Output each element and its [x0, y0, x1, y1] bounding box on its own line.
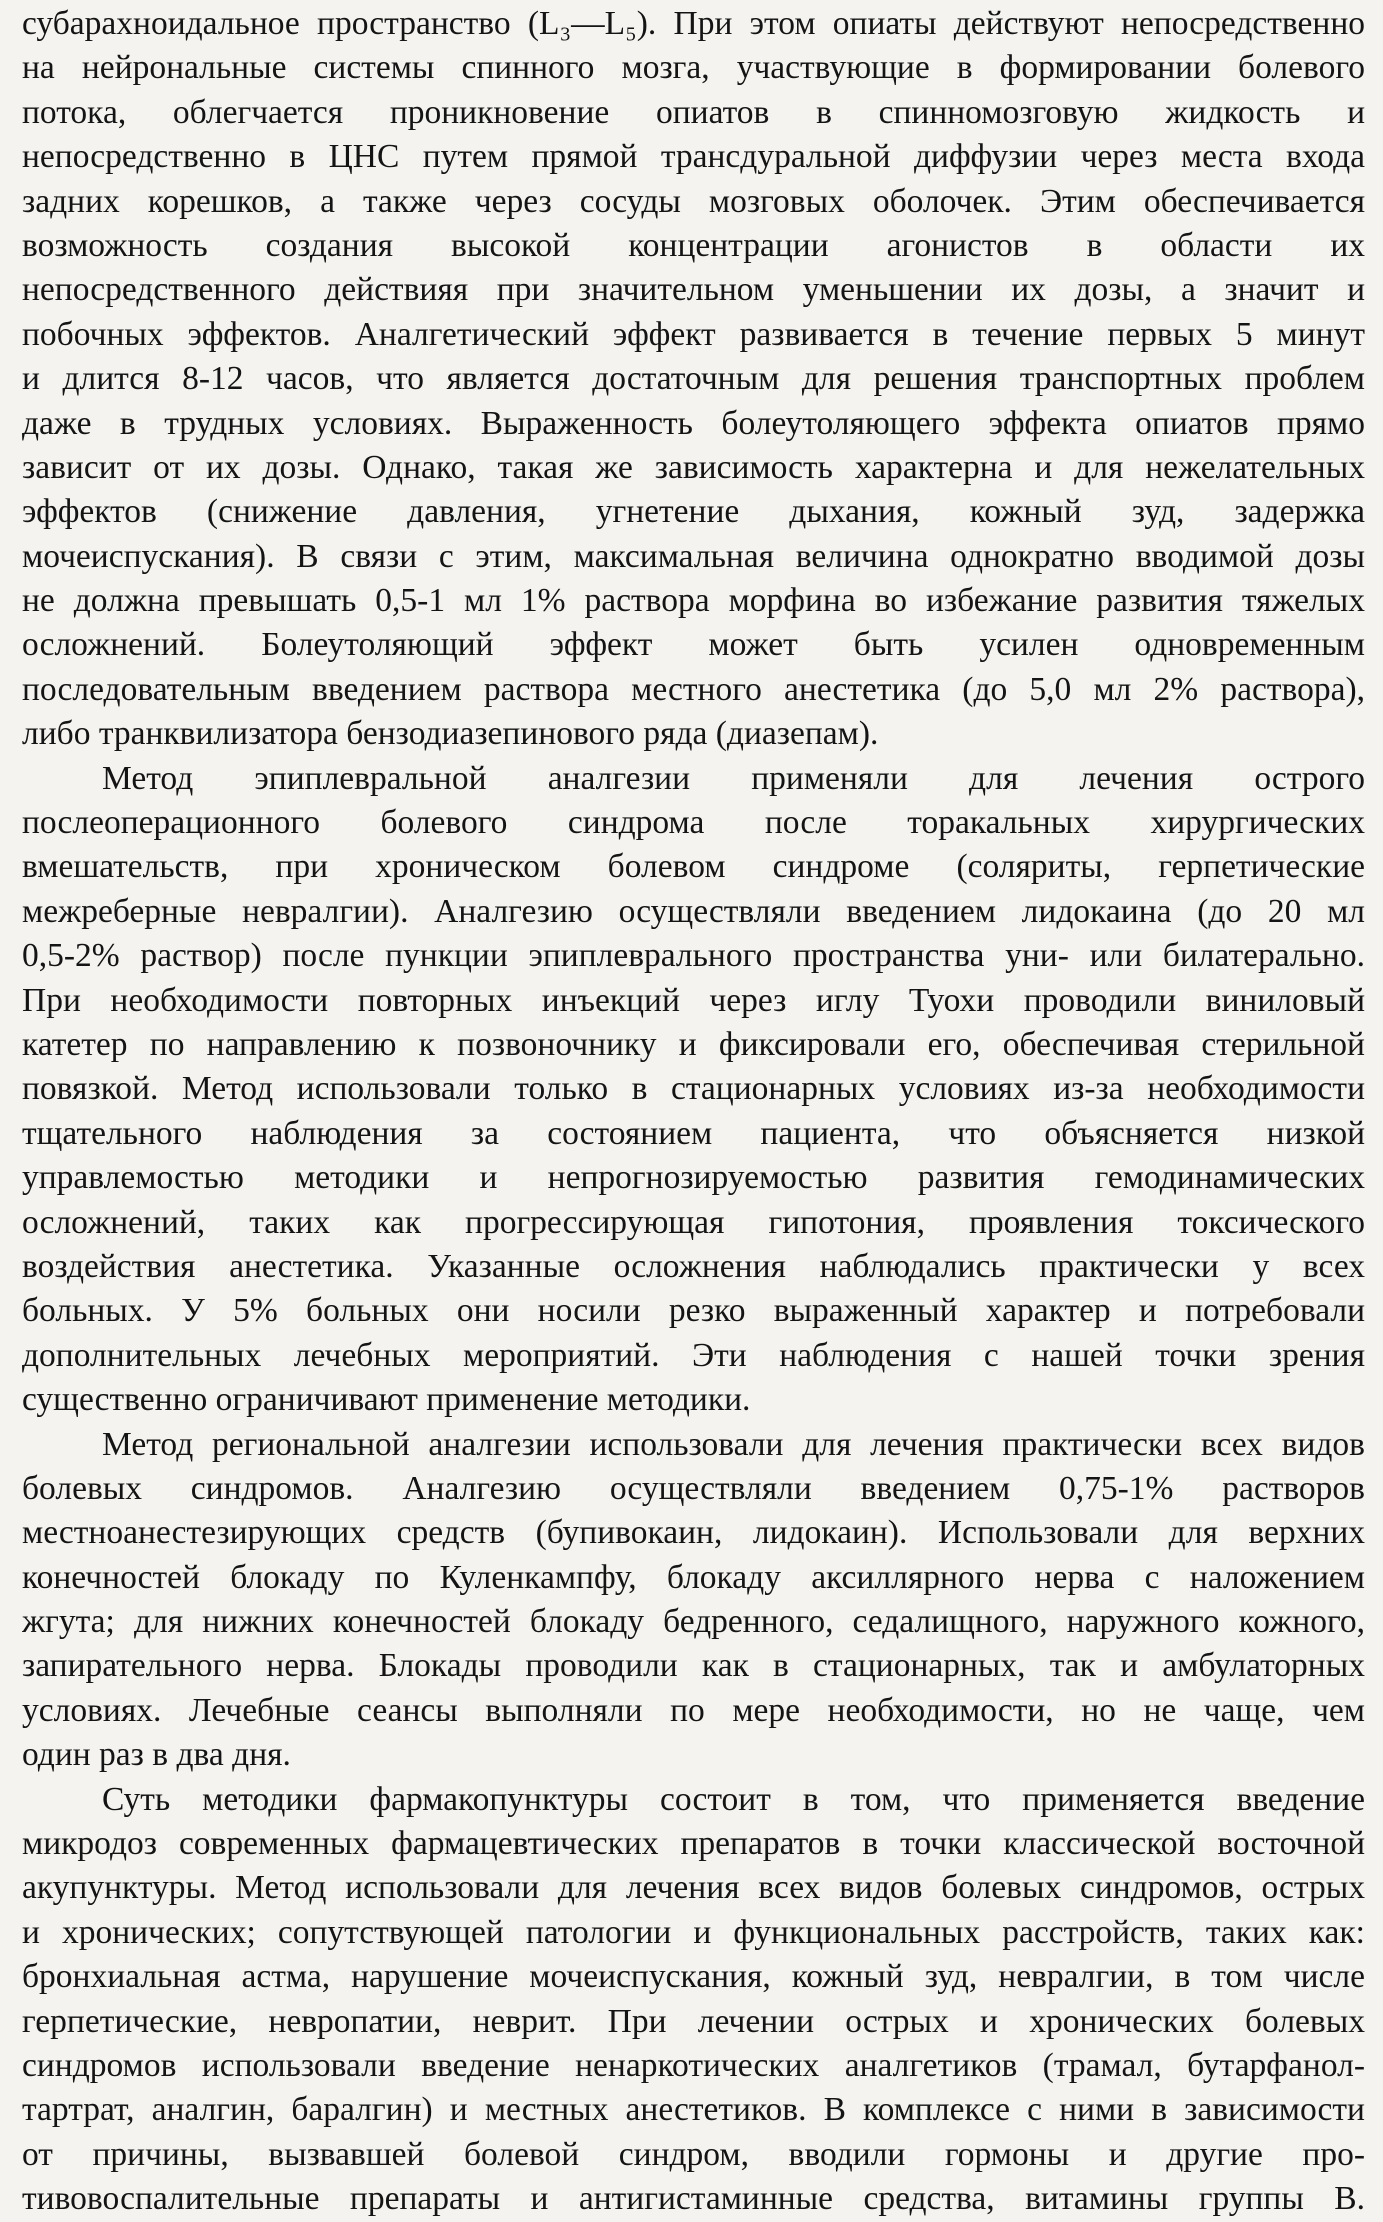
text-line: Метод эпиплевральной аналгезии применяли для лечения острого	[102, 759, 1365, 797]
text-line: возможность создания высокой концентрации агонистов в области их	[22, 226, 1365, 264]
text-line: даже в трудных условиях. Выраженность болеутоляющего эффекта опиатов прямо	[22, 404, 1365, 442]
text-line: микродоз современных фармацевтических препаратов в точки классической восточной	[22, 1825, 1365, 1863]
text-line: и длится 8-12 часов, что является достаточным для решения транспортных проблем	[22, 360, 1365, 398]
text-line: Метод региональной аналгезии использовали для лечения практически всех видов	[102, 1425, 1365, 1463]
text-line: При необходимости повторных инъекций через иглу Туохи проводили виниловый	[22, 981, 1365, 1019]
text-line: больных. У 5% больных они носили резко выраженный характер и потребовали	[22, 1292, 1365, 1330]
text-line: задних корешков, а также через сосуды мозговых оболочек. Этим обеспечивается	[22, 182, 1365, 220]
text-line: дополнительных лечебных мероприятий. Эти наблюдения с нашей точки зрения	[22, 1336, 1365, 1374]
text-line: побочных эффектов. Аналгетический эффект развивается в течение первых 5 минут	[22, 315, 1365, 353]
text-line: на нейрональные системы спинного мозга, участвующие в формировании болевого	[22, 49, 1365, 87]
text-line: тщательного наблюдения за состоянием пациента, что объясняется низкой	[22, 1114, 1365, 1152]
text-line: запирательного нерва. Блокады проводили как в стационарных, так и амбулаторных	[22, 1647, 1365, 1685]
text-line: конечностей блокаду по Куленкампфу, блокаду аксиллярного нерва с наложением	[22, 1558, 1365, 1596]
text-line: непосредственно в ЦНС путем прямой трансдуральной диффузии через места входа	[22, 138, 1365, 176]
text-line: мочеиспускания). В связи с этим, максимальная величина однократно вводимой дозы	[22, 537, 1365, 575]
text-line: и хронических; сопутствующей патологии и функциональных расстройств, таких как:	[22, 1913, 1365, 1951]
text-line: от причины, вызвавшей болевой синдром, вводили гормоны и другие про-	[22, 2135, 1365, 2173]
text-line: зависит от их дозы. Однако, такая же зависимость характерна и для нежелательных	[22, 448, 1365, 486]
text-line: вмешательств, при хроническом болевом синдроме (соляриты, герпетические	[22, 848, 1365, 886]
text-line: акупунктуры. Метод использовали для лечения всех видов болевых синдромов, острых	[22, 1869, 1365, 1907]
text-line: синдромов использовали введение ненаркотических аналгетиков (трамал, бутарфанол-	[22, 2046, 1365, 2084]
text-line: не должна превышать 0,5-1 мл 1% раствора морфина во избежание развития тяжелых	[22, 582, 1365, 620]
text-line: тивовоспалительные препараты и антигистаминные средства, витамины группы В.	[22, 2180, 1365, 2218]
text-line: катетер по направлению к позвоночнику и фиксировали его, обеспечивая стерильной	[22, 1025, 1365, 1063]
text-line: 0,5-2% раствор) после пункции эпиплеврального пространства уни- или билатерально.	[22, 937, 1365, 975]
text-line: тартрат, аналгин, баралгин) и местных анестетиков. В комплексе с ними в зависимости	[22, 2091, 1365, 2129]
text-line: межреберные невралгии). Аналгезию осуществляли введением лидокаина (до 20 мл	[22, 892, 1365, 930]
text-line: существенно ограничивают применение методики.	[22, 1381, 751, 1419]
text-line: послеоперационного болевого синдрома после торакальных хирургических	[22, 804, 1365, 842]
text-line: последовательным введением раствора местного анестетика (до 5,0 мл 2% раствора),	[22, 670, 1365, 708]
text-line: болевых синдромов. Аналгезию осуществляли введением 0,75-1% растворов	[22, 1469, 1365, 1507]
text-line: один раз в два дня.	[22, 1736, 291, 1774]
text-line: субарахноидальное пространство (L₃—L₅). При этом опиаты действуют непосредственно	[22, 5, 1365, 42]
text-line: повязкой. Метод использовали только в стационарных условиях из-за необходимости	[22, 1070, 1365, 1108]
text-line: либо транквилизатора бензодиазепинового ряда (диазепам).	[22, 715, 879, 753]
text-line: потока, облегчается проникновение опиатов в спинномозговую жидкость и	[22, 93, 1365, 131]
text-line: непосредственного действияя при значительном уменьшении их дозы, а значит и	[22, 271, 1365, 309]
text-line: условиях. Лечебные сеансы выполняли по мере необходимости, но не чаще, чем	[22, 1691, 1365, 1729]
text-line: осложнений, таких как прогрессирующая гипотония, проявления токсического	[22, 1203, 1365, 1241]
text-line: герпетические, невропатии, неврит. При лечении острых и хронических болевых	[22, 2002, 1365, 2040]
text-line: бронхиальная астма, нарушение мочеиспускания, кожный зуд, невралгии, в том числе	[22, 1958, 1365, 1996]
text-line: местноанестезирующих средств (бупивокаин, лидокаин). Использовали для верхних	[22, 1514, 1365, 1552]
text-line: жгута; для нижних конечностей блокаду бедренного, седалищного, наружного кожного,	[22, 1603, 1365, 1641]
text-line: Суть методики фармакопунктуры состоит в том, что применяется введение	[102, 1780, 1365, 1818]
text-line: эффектов (снижение давления, угнетение дыхания, кожный зуд, задержка	[22, 493, 1365, 531]
text-line: воздействия анестетика. Указанные осложнения наблюдались практически у всех	[22, 1247, 1365, 1285]
text-line: управлемостью методики и непрогнозируемостью развития гемодинамических	[22, 1159, 1365, 1197]
text-line: осложнений. Болеутоляющий эффект может быть усилен одновременным	[22, 626, 1365, 664]
